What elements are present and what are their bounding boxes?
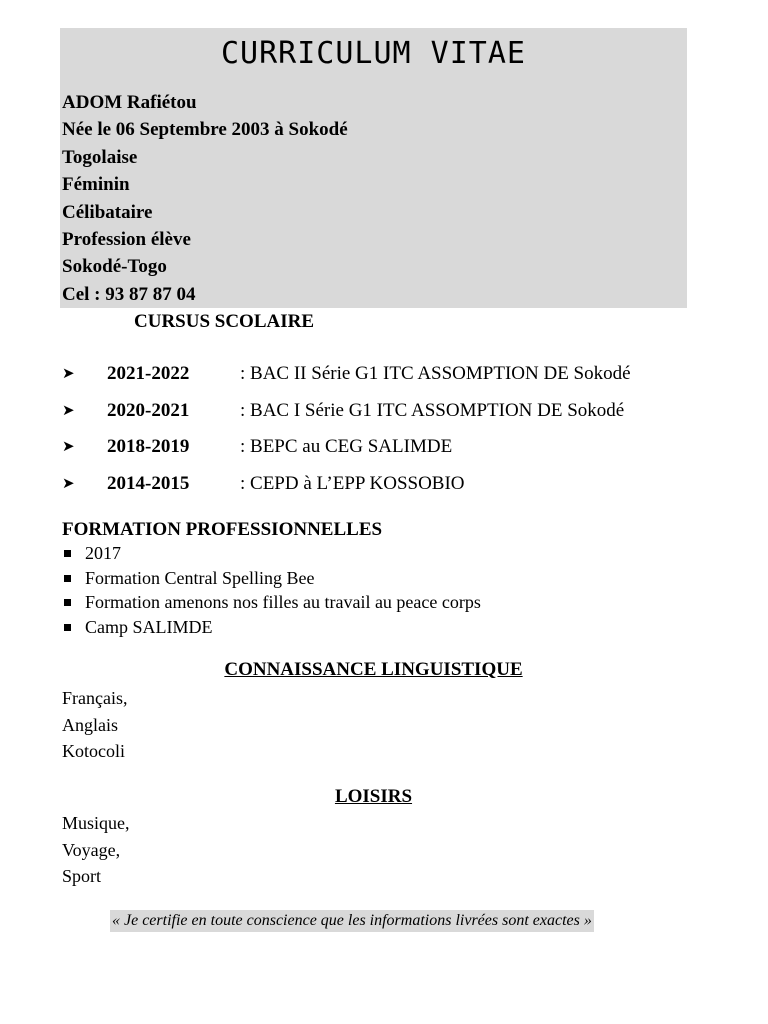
formation-item: Formation Central Spelling Bee (85, 567, 315, 588)
formation-heading: FORMATION PROFESSIONNELLES (62, 519, 383, 540)
list-item: Kotocoli (62, 741, 125, 761)
identity-gender: Féminin (62, 174, 130, 196)
cursus-description: : BAC I Série G1 ITC ASSOMPTION DE Sokodé (240, 399, 625, 421)
formation-list (62, 541, 481, 640)
square-bullet-icon (64, 550, 71, 557)
cursus-year: 2020-2021 (107, 399, 190, 421)
certification-statement: « Je certifie en toute conscience que les informations livrées sont exactes » (110, 910, 594, 932)
list-item: Voyage, (62, 839, 121, 860)
square-bullet-icon (64, 599, 71, 606)
cursus-description: : BAC II Série G1 ITC ASSOMPTION DE Sokodé (240, 363, 631, 384)
list-item (62, 566, 481, 591)
arrowhead-bullet-icon: ➤ (62, 402, 75, 419)
list-item (62, 397, 742, 434)
square-bullet-icon (64, 575, 71, 582)
cursus-list (62, 360, 742, 506)
cursus-year: 2018-2019 (107, 436, 190, 457)
langues-list (62, 685, 127, 765)
list-item (62, 541, 481, 566)
formation-item: 2017 (85, 543, 121, 563)
identity-name: ADOM Rafiétou (62, 92, 197, 113)
list-item: Sport (62, 866, 102, 886)
list-item (62, 590, 481, 615)
identity-nationality: Togolaise (62, 146, 138, 168)
identity-birth: Née le 06 Septembre 2003 à Sokodé (62, 119, 348, 141)
square-bullet-icon (64, 624, 71, 631)
formation-item: Camp SALIMDE (85, 617, 213, 638)
loisirs-heading (60, 784, 687, 810)
identity-profession: Profession élève (62, 228, 191, 250)
arrowhead-bullet-icon: ➤ (62, 475, 75, 492)
list-item: Français, (62, 688, 128, 708)
cv-title: CURRICULUM VITAE (221, 36, 526, 71)
langues-heading-text: CONNAISSANCE LINGUISTIQUE (224, 659, 523, 680)
list-item (62, 433, 742, 470)
loisirs-list (62, 810, 130, 890)
loisirs-heading-text: LOISIRS (334, 786, 413, 807)
identity-address: Sokodé-Togo (62, 256, 167, 278)
list-item (62, 360, 742, 397)
formation-item: Formation amenons nos filles au travail au peace corps (85, 592, 481, 613)
cursus-description: : BEPC au CEG SALIMDE (240, 436, 453, 457)
identity-phone: Cel : 93 87 87 04 (62, 283, 196, 305)
arrowhead-bullet-icon: ➤ (62, 439, 75, 455)
cursus-year: 2014-2015 (107, 472, 190, 494)
cursus-heading: CURSUS SCOLAIRE (134, 311, 315, 332)
arrowhead-bullet-icon: ➤ (62, 366, 75, 382)
cursus-description: : CEPD à L’EPP KOSSOBIO (240, 472, 465, 494)
cursus-year: 2021-2022 (107, 363, 190, 384)
list-item (62, 470, 742, 507)
list-item: Musique, (62, 813, 130, 833)
list-item: Anglais (62, 714, 118, 735)
langues-heading (60, 657, 687, 683)
list-item (62, 615, 481, 640)
identity-block (62, 89, 348, 308)
identity-marital-status: Célibataire (62, 201, 153, 223)
